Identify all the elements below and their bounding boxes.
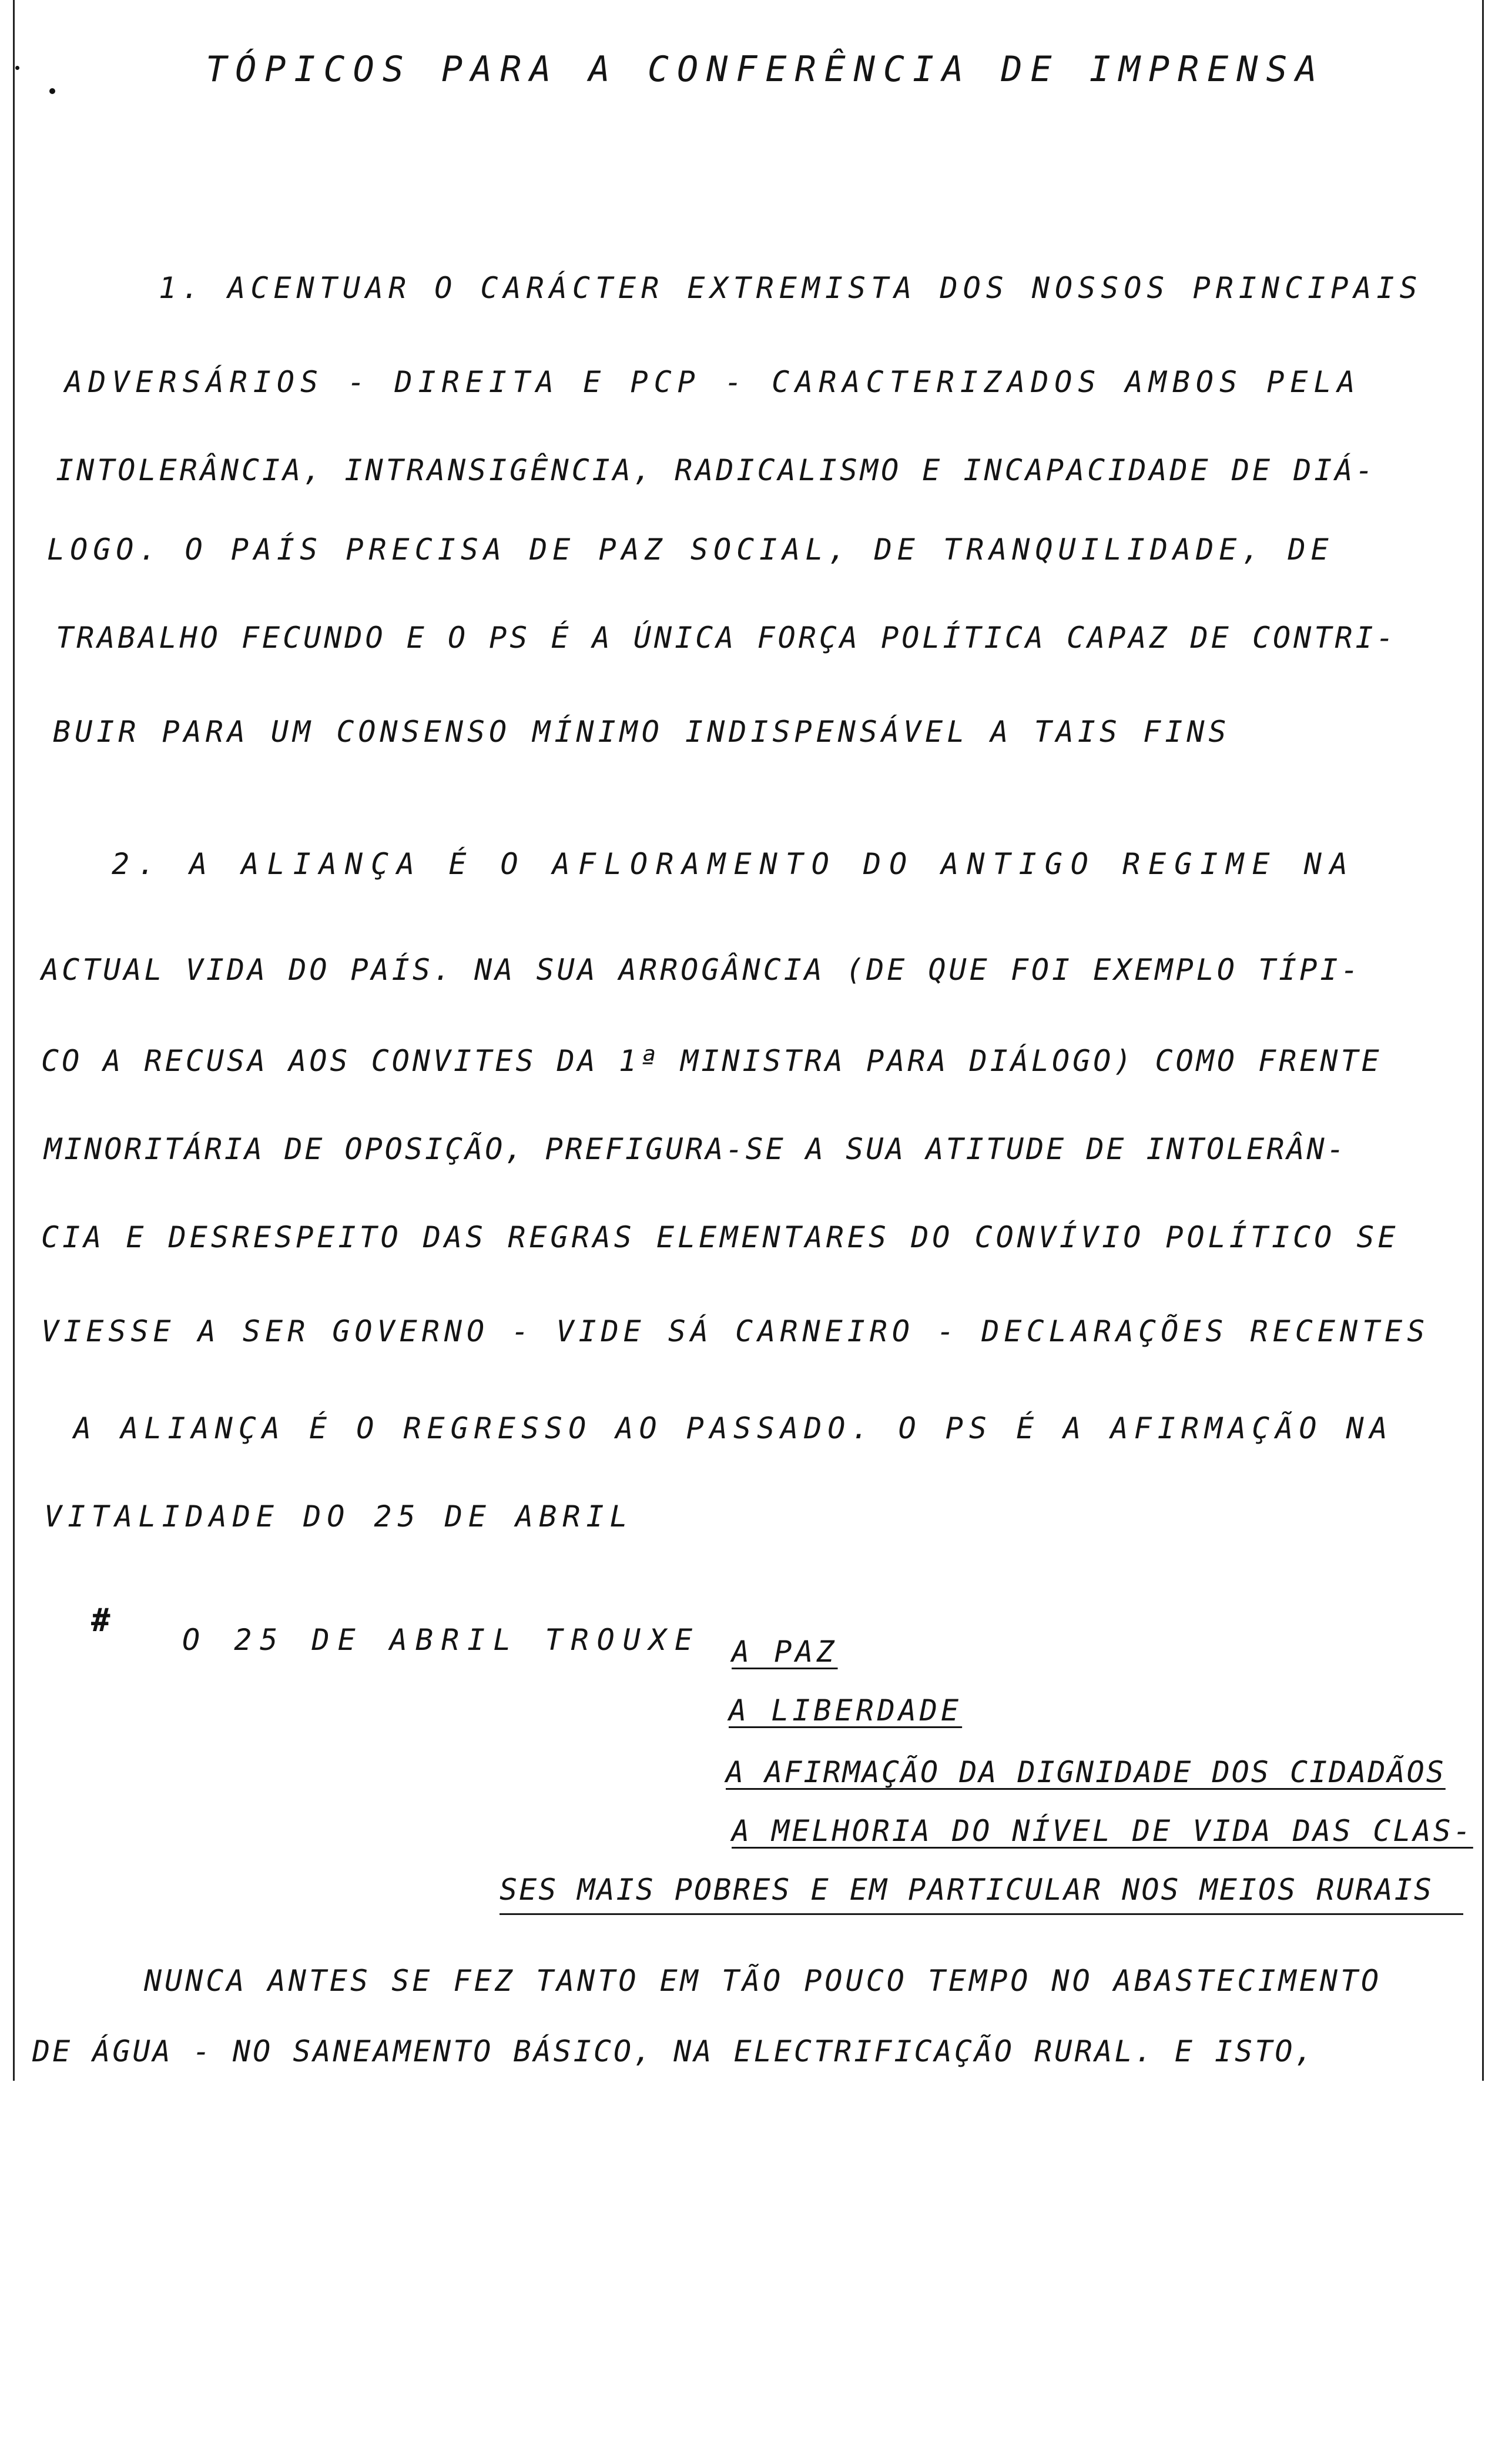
underline-rule xyxy=(500,1913,1463,1915)
paragraph-1-line-6: BUIR PARA UM CONSENSO MÍNIMO INDISPENSÁVEL A TAIS FINS xyxy=(53,715,1231,749)
paragraph-3-item: A AFIRMAÇÃO DA DIGNIDADE DOS CIDADÃOS xyxy=(726,1755,1446,1789)
paragraph-3-continuation: SES MAIS POBRES E EM PARTICULAR NOS MEIOS RURAIS xyxy=(500,1873,1433,1907)
paragraph-1-line-4: LOGO. O PAÍS PRECISA DE PAZ SOCIAL, DE TRANQUILIDADE, DE xyxy=(47,533,1334,567)
paragraph-2-line-8: VITALIDADE DO 25 DE ABRIL xyxy=(44,1499,633,1534)
page-right-edge xyxy=(1482,0,1484,2081)
paragraph-2-line-6: VIESSE A SER GOVERNO - VIDE SÁ CARNEIRO - DECLARAÇÕES RECENTES xyxy=(41,1314,1430,1348)
paragraph-4-line-1: NUNCA ANTES SE FEZ TANTO EM TÃO POUCO TEMPO NO ABASTECIMENTO xyxy=(144,1964,1382,1998)
crossed-out-mark-icon: # xyxy=(91,1602,110,1639)
paragraph-2-line-3: CO A RECUSA AOS CONVITES DA 1ª MINISTRA PARA DIÁLOGO) COMO FRENTE xyxy=(41,1044,1382,1078)
paragraph-1-line-2: ADVERSÁRIOS - DIREITA E PCP - CARACTERIZADOS AMBOS PELA xyxy=(65,365,1361,399)
paragraph-2-line-7: A ALIANÇA É O REGRESSO AO PASSADO. O PS É A AFIRMAÇÃO NA xyxy=(73,1411,1393,1445)
ink-speck xyxy=(15,66,19,70)
paragraph-3-lead: O 25 DE ABRIL TROUXE xyxy=(182,1623,701,1657)
ink-speck xyxy=(49,88,55,94)
document-title: TÓPICOS PARA A CONFERÊNCIA DE IMPRENSA xyxy=(206,49,1325,90)
paragraph-2-line-5: CIA E DESRESPEITO DAS REGRAS ELEMENTARES DO CONVÍVIO POLÍTICO SE xyxy=(41,1220,1399,1254)
paragraph-3-item: A LIBERDADE xyxy=(729,1693,963,1728)
paragraph-2-line-1: 2. A ALIANÇA É O AFLORAMENTO DO ANTIGO REGIME NA xyxy=(112,847,1356,881)
paragraph-3-item: A MELHORIA DO NÍVEL DE VIDA DAS CLAS- xyxy=(732,1814,1473,1848)
page-left-edge xyxy=(13,0,15,2081)
paragraph-3-item: A PAZ xyxy=(732,1635,838,1669)
paragraph-1-line-5: TRABALHO FECUNDO E O PS É A ÚNICA FORÇA POLÍTICA CAPAZ DE CONTRI- xyxy=(56,621,1397,655)
paragraph-4-line-2: DE ÁGUA - NO SANEAMENTO BÁSICO, NA ELECTRIFICAÇÃO RURAL. E ISTO, xyxy=(32,2034,1315,2068)
paragraph-1-line-1: 1. ACENTUAR O CARÁCTER EXTREMISTA DOS NOSSOS PRINCIPAIS xyxy=(159,271,1423,305)
paragraph-2-line-2: ACTUAL VIDA DO PAÍS. NA SUA ARROGÂNCIA (DE QUE FOI EXEMPLO TÍPI- xyxy=(41,953,1362,987)
paragraph-2-line-4: MINORITÁRIA DE OPOSIÇÃO, PREFIGURA-SE A SUA ATITUDE DE INTOLERÂN- xyxy=(44,1132,1347,1166)
paragraph-1-line-3: INTOLERÂNCIA, INTRANSIGÊNCIA, RADICALISMO E INCAPACIDADE DE DIÁ- xyxy=(56,453,1376,487)
